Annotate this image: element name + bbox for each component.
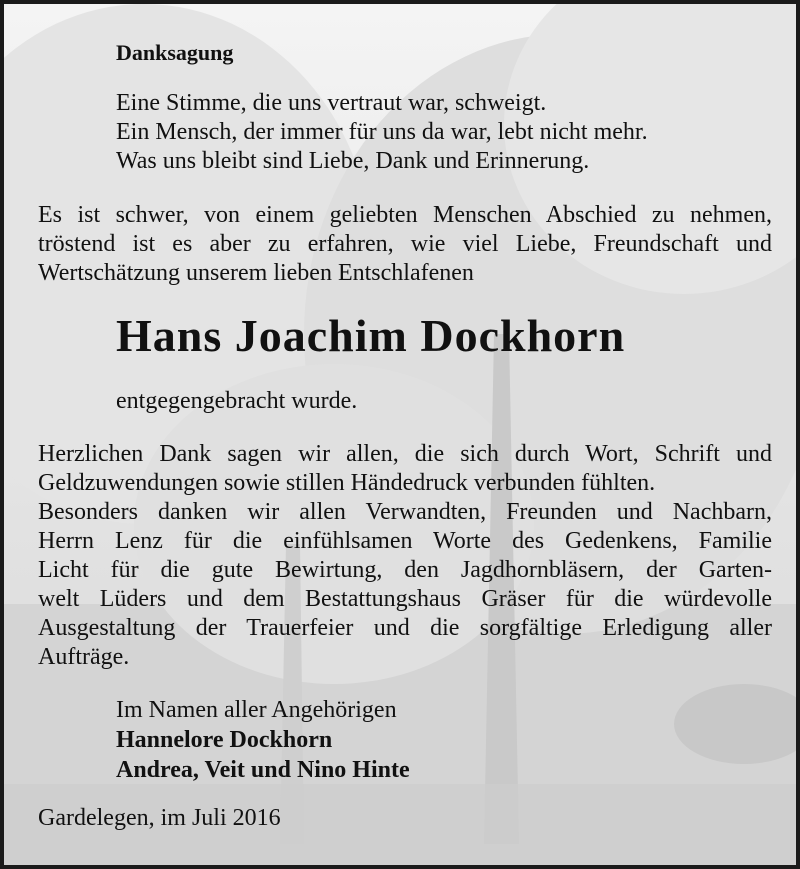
thanks-line: welt Lüders und dem Bestattungshaus Gräser für die würdevolle	[38, 586, 772, 612]
signature-intro: Im Namen aller Angehörigen	[116, 697, 397, 723]
poem-line: Was uns bleibt sind Liebe, Dank und Erinnerung.	[116, 148, 590, 174]
signatory-line: Andrea, Veit und Nino Hinte	[116, 757, 410, 783]
intro-line: Wertschätzung unserem lieben Entschlafenen	[38, 260, 474, 286]
thanks-line: Aufträge.	[38, 644, 130, 670]
intro-line: Es ist schwer, von einem geliebten Menschen Abschied zu nehmen,	[38, 202, 772, 228]
thanks-line: Ausgestaltung der Trauerfeier und die sorgfältige Erledigung aller	[38, 615, 772, 641]
thanks-line: Licht für die gute Bewirtung, den Jagdhornbläsern, der Garten-	[38, 557, 772, 583]
thanks-line: Geldzuwendungen sowie stillen Händedruck verbunden fühlten.	[38, 470, 656, 496]
thanks-line: Besonders danken wir allen Verwandten, Freunden und Nachbarn,	[38, 499, 772, 525]
after-name-line: entgegengebracht wurde.	[116, 388, 358, 414]
heading: Danksagung	[116, 40, 234, 65]
signatory-line: Hannelore Dockhorn	[116, 727, 333, 753]
intro-line: tröstend ist es aber zu erfahren, wie viel Liebe, Freundschaft und	[38, 231, 772, 257]
thanks-line: Herzlichen Dank sagen wir allen, die sich durch Wort, Schrift und	[38, 441, 772, 467]
place-date: Gardelegen, im Juli 2016	[38, 805, 281, 831]
poem-line: Eine Stimme, die uns vertraut war, schweigt.	[116, 90, 547, 116]
thanks-line: Herrn Lenz für die einfühlsamen Worte des Gedenkens, Familie	[38, 528, 772, 554]
deceased-name: Hans Joachim Dockhorn	[116, 310, 626, 361]
poem-line: Ein Mensch, der immer für uns da war, lebt nicht mehr.	[116, 119, 648, 145]
